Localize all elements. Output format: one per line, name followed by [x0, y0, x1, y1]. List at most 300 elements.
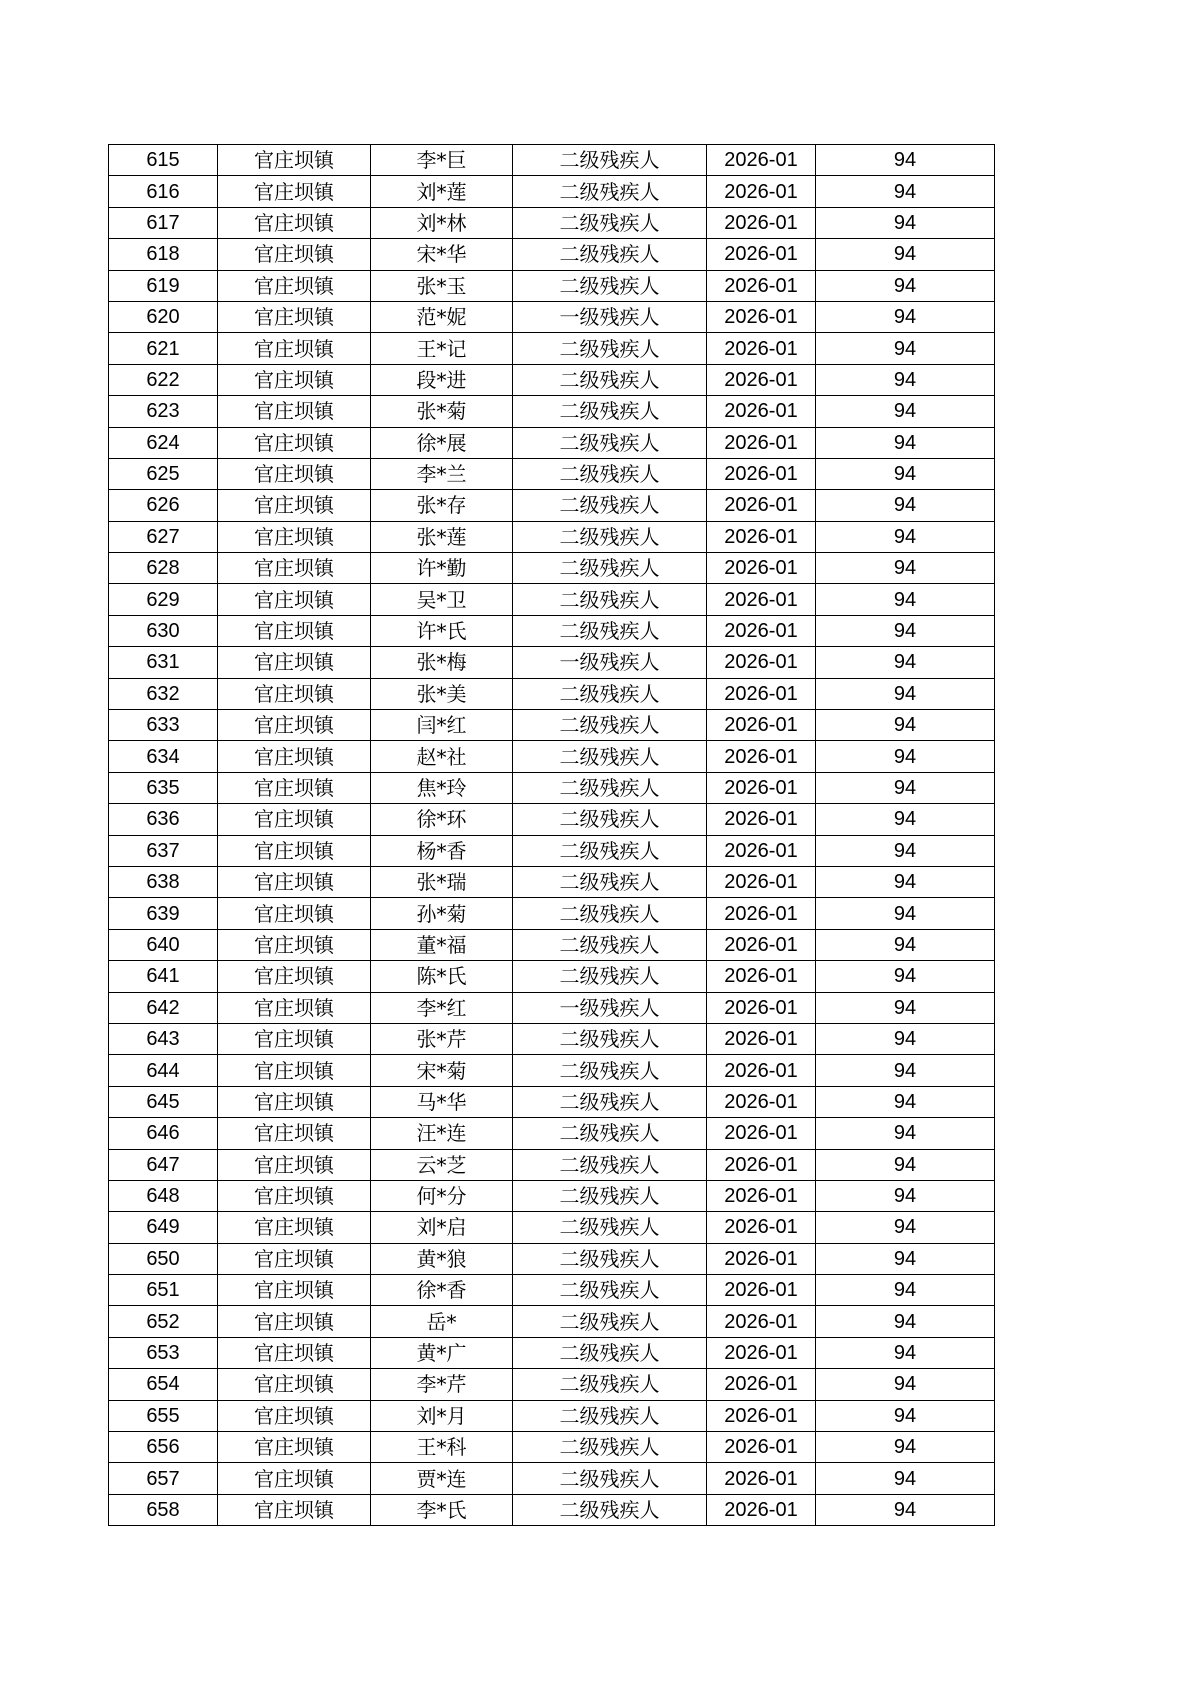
- town-cell: 官庄坝镇: [218, 647, 371, 678]
- table-row: [109, 678, 995, 709]
- disability-level-cell: 二级残疾人: [513, 1463, 707, 1494]
- town-cell: 官庄坝镇: [218, 898, 371, 929]
- town-cell: 官庄坝镇: [218, 1086, 371, 1117]
- town-cell: 官庄坝镇: [218, 396, 371, 427]
- table-row: [109, 772, 995, 803]
- town-cell: 官庄坝镇: [218, 553, 371, 584]
- name-cell: 徐*香: [371, 1275, 513, 1306]
- table-row: [109, 1337, 995, 1368]
- amount-cell: 94: [816, 772, 995, 803]
- row-number-cell: 629: [109, 584, 218, 615]
- amount-cell: 94: [816, 584, 995, 615]
- town-cell: 官庄坝镇: [218, 1055, 371, 1086]
- row-number-cell: 617: [109, 207, 218, 238]
- table-row: [109, 1180, 995, 1211]
- disability-level-cell: 二级残疾人: [513, 1432, 707, 1463]
- table-row: [109, 741, 995, 772]
- period-cell: 2026-01: [707, 270, 816, 301]
- town-cell: 官庄坝镇: [218, 929, 371, 960]
- amount-cell: 94: [816, 145, 995, 176]
- disability-level-cell: 二级残疾人: [513, 1494, 707, 1525]
- period-cell: 2026-01: [707, 458, 816, 489]
- table-row: [109, 866, 995, 897]
- period-cell: 2026-01: [707, 866, 816, 897]
- town-cell: 官庄坝镇: [218, 1243, 371, 1274]
- period-cell: 2026-01: [707, 710, 816, 741]
- town-cell: 官庄坝镇: [218, 176, 371, 207]
- amount-cell: 94: [816, 1118, 995, 1149]
- row-number-cell: 650: [109, 1243, 218, 1274]
- period-cell: 2026-01: [707, 364, 816, 395]
- row-number-cell: 644: [109, 1055, 218, 1086]
- name-cell: 李*巨: [371, 145, 513, 176]
- name-cell: 范*妮: [371, 301, 513, 332]
- row-number-cell: 622: [109, 364, 218, 395]
- table-row: [109, 270, 995, 301]
- name-cell: 何*分: [371, 1180, 513, 1211]
- town-cell: 官庄坝镇: [218, 584, 371, 615]
- town-cell: 官庄坝镇: [218, 207, 371, 238]
- town-cell: 官庄坝镇: [218, 333, 371, 364]
- disability-level-cell: 二级残疾人: [513, 1212, 707, 1243]
- disability-level-cell: 二级残疾人: [513, 176, 707, 207]
- row-number-cell: 658: [109, 1494, 218, 1525]
- amount-cell: 94: [816, 1494, 995, 1525]
- row-number-cell: 646: [109, 1118, 218, 1149]
- name-cell: 徐*展: [371, 427, 513, 458]
- town-cell: 官庄坝镇: [218, 710, 371, 741]
- amount-cell: 94: [816, 458, 995, 489]
- amount-cell: 94: [816, 553, 995, 584]
- period-cell: 2026-01: [707, 553, 816, 584]
- period-cell: 2026-01: [707, 678, 816, 709]
- amount-cell: 94: [816, 490, 995, 521]
- town-cell: 官庄坝镇: [218, 804, 371, 835]
- amount-cell: 94: [816, 396, 995, 427]
- table-row: [109, 1306, 995, 1337]
- name-cell: 刘*林: [371, 207, 513, 238]
- town-cell: 官庄坝镇: [218, 270, 371, 301]
- row-number-cell: 630: [109, 615, 218, 646]
- period-cell: 2026-01: [707, 929, 816, 960]
- amount-cell: 94: [816, 207, 995, 238]
- disability-level-cell: 一级残疾人: [513, 992, 707, 1023]
- disability-level-cell: 二级残疾人: [513, 1180, 707, 1211]
- row-number-cell: 649: [109, 1212, 218, 1243]
- period-cell: 2026-01: [707, 176, 816, 207]
- amount-cell: 94: [816, 1369, 995, 1400]
- table-row: [109, 1023, 995, 1054]
- town-cell: 官庄坝镇: [218, 1463, 371, 1494]
- amount-cell: 94: [816, 1212, 995, 1243]
- amount-cell: 94: [816, 1463, 995, 1494]
- amount-cell: 94: [816, 835, 995, 866]
- amount-cell: 94: [816, 364, 995, 395]
- row-number-cell: 638: [109, 866, 218, 897]
- amount-cell: 94: [816, 1400, 995, 1431]
- row-number-cell: 648: [109, 1180, 218, 1211]
- row-number-cell: 637: [109, 835, 218, 866]
- town-cell: 官庄坝镇: [218, 1306, 371, 1337]
- disability-level-cell: 二级残疾人: [513, 145, 707, 176]
- period-cell: 2026-01: [707, 1275, 816, 1306]
- disability-level-cell: 二级残疾人: [513, 866, 707, 897]
- period-cell: 2026-01: [707, 1369, 816, 1400]
- table-row: [109, 804, 995, 835]
- name-cell: 李*兰: [371, 458, 513, 489]
- table-row: [109, 1432, 995, 1463]
- name-cell: 张*菊: [371, 396, 513, 427]
- town-cell: 官庄坝镇: [218, 772, 371, 803]
- disability-level-cell: 一级残疾人: [513, 301, 707, 332]
- town-cell: 官庄坝镇: [218, 678, 371, 709]
- table-row: [109, 1212, 995, 1243]
- disability-level-cell: 二级残疾人: [513, 553, 707, 584]
- table-row: [109, 239, 995, 270]
- row-number-cell: 618: [109, 239, 218, 270]
- row-number-cell: 624: [109, 427, 218, 458]
- table-row: [109, 1118, 995, 1149]
- disability-level-cell: 二级残疾人: [513, 333, 707, 364]
- period-cell: 2026-01: [707, 1149, 816, 1180]
- table-row: [109, 1400, 995, 1431]
- town-cell: 官庄坝镇: [218, 239, 371, 270]
- table-row: [109, 929, 995, 960]
- amount-cell: 94: [816, 1337, 995, 1368]
- period-cell: 2026-01: [707, 521, 816, 552]
- name-cell: 张*美: [371, 678, 513, 709]
- disability-level-cell: 二级残疾人: [513, 584, 707, 615]
- period-cell: 2026-01: [707, 1180, 816, 1211]
- period-cell: 2026-01: [707, 1243, 816, 1274]
- row-number-cell: 625: [109, 458, 218, 489]
- name-cell: 贾*连: [371, 1463, 513, 1494]
- disability-level-cell: 二级残疾人: [513, 364, 707, 395]
- amount-cell: 94: [816, 898, 995, 929]
- town-cell: 官庄坝镇: [218, 1275, 371, 1306]
- amount-cell: 94: [816, 1086, 995, 1117]
- amount-cell: 94: [816, 176, 995, 207]
- period-cell: 2026-01: [707, 1306, 816, 1337]
- town-cell: 官庄坝镇: [218, 1180, 371, 1211]
- disability-level-cell: 二级残疾人: [513, 239, 707, 270]
- town-cell: 官庄坝镇: [218, 1023, 371, 1054]
- disability-level-cell: 二级残疾人: [513, 615, 707, 646]
- row-number-cell: 632: [109, 678, 218, 709]
- period-cell: 2026-01: [707, 1400, 816, 1431]
- table-row: [109, 615, 995, 646]
- row-number-cell: 647: [109, 1149, 218, 1180]
- period-cell: 2026-01: [707, 898, 816, 929]
- period-cell: 2026-01: [707, 207, 816, 238]
- amount-cell: 94: [816, 1306, 995, 1337]
- disability-level-cell: 二级残疾人: [513, 929, 707, 960]
- name-cell: 岳*: [371, 1306, 513, 1337]
- table-row: [109, 458, 995, 489]
- amount-cell: 94: [816, 301, 995, 332]
- disability-level-cell: 二级残疾人: [513, 678, 707, 709]
- period-cell: 2026-01: [707, 804, 816, 835]
- amount-cell: 94: [816, 866, 995, 897]
- table-row: [109, 961, 995, 992]
- amount-cell: 94: [816, 929, 995, 960]
- disability-level-cell: 二级残疾人: [513, 427, 707, 458]
- name-cell: 宋*华: [371, 239, 513, 270]
- town-cell: 官庄坝镇: [218, 1118, 371, 1149]
- town-cell: 官庄坝镇: [218, 490, 371, 521]
- period-cell: 2026-01: [707, 396, 816, 427]
- row-number-cell: 634: [109, 741, 218, 772]
- name-cell: 吴*卫: [371, 584, 513, 615]
- row-number-cell: 620: [109, 301, 218, 332]
- period-cell: 2026-01: [707, 301, 816, 332]
- table-row: [109, 710, 995, 741]
- amount-cell: 94: [816, 615, 995, 646]
- row-number-cell: 631: [109, 647, 218, 678]
- row-number-cell: 654: [109, 1369, 218, 1400]
- disability-level-cell: 二级残疾人: [513, 270, 707, 301]
- amount-cell: 94: [816, 992, 995, 1023]
- town-cell: 官庄坝镇: [218, 961, 371, 992]
- name-cell: 王*记: [371, 333, 513, 364]
- row-number-cell: 636: [109, 804, 218, 835]
- town-cell: 官庄坝镇: [218, 1494, 371, 1525]
- table-row: [109, 584, 995, 615]
- town-cell: 官庄坝镇: [218, 1400, 371, 1431]
- name-cell: 刘*莲: [371, 176, 513, 207]
- row-number-cell: 656: [109, 1432, 218, 1463]
- town-cell: 官庄坝镇: [218, 1369, 371, 1400]
- table-row: [109, 647, 995, 678]
- disability-level-cell: 二级残疾人: [513, 396, 707, 427]
- row-number-cell: 616: [109, 176, 218, 207]
- period-cell: 2026-01: [707, 615, 816, 646]
- period-cell: 2026-01: [707, 1118, 816, 1149]
- table-row: [109, 1149, 995, 1180]
- name-cell: 赵*社: [371, 741, 513, 772]
- disability-level-cell: 二级残疾人: [513, 490, 707, 521]
- town-cell: 官庄坝镇: [218, 741, 371, 772]
- disability-level-cell: 一级残疾人: [513, 647, 707, 678]
- row-number-cell: 615: [109, 145, 218, 176]
- disability-level-cell: 二级残疾人: [513, 1055, 707, 1086]
- period-cell: 2026-01: [707, 1055, 816, 1086]
- row-number-cell: 641: [109, 961, 218, 992]
- table-row: [109, 396, 995, 427]
- table-row: [109, 333, 995, 364]
- period-cell: 2026-01: [707, 961, 816, 992]
- name-cell: 陈*氏: [371, 961, 513, 992]
- town-cell: 官庄坝镇: [218, 427, 371, 458]
- amount-cell: 94: [816, 1275, 995, 1306]
- name-cell: 云*芝: [371, 1149, 513, 1180]
- amount-cell: 94: [816, 427, 995, 458]
- name-cell: 焦*玲: [371, 772, 513, 803]
- row-number-cell: 626: [109, 490, 218, 521]
- disability-level-cell: 二级残疾人: [513, 804, 707, 835]
- period-cell: 2026-01: [707, 427, 816, 458]
- amount-cell: 94: [816, 1243, 995, 1274]
- amount-cell: 94: [816, 270, 995, 301]
- row-number-cell: 623: [109, 396, 218, 427]
- name-cell: 黄*狼: [371, 1243, 513, 1274]
- table-row: [109, 1463, 995, 1494]
- town-cell: 官庄坝镇: [218, 866, 371, 897]
- table-row: [109, 835, 995, 866]
- amount-cell: 94: [816, 1149, 995, 1180]
- table-row: [109, 1243, 995, 1274]
- town-cell: 官庄坝镇: [218, 1149, 371, 1180]
- period-cell: 2026-01: [707, 835, 816, 866]
- amount-cell: 94: [816, 741, 995, 772]
- row-number-cell: 657: [109, 1463, 218, 1494]
- name-cell: 徐*环: [371, 804, 513, 835]
- town-cell: 官庄坝镇: [218, 301, 371, 332]
- amount-cell: 94: [816, 804, 995, 835]
- period-cell: 2026-01: [707, 992, 816, 1023]
- row-number-cell: 642: [109, 992, 218, 1023]
- period-cell: 2026-01: [707, 1086, 816, 1117]
- town-cell: 官庄坝镇: [218, 992, 371, 1023]
- disability-level-cell: 二级残疾人: [513, 1243, 707, 1274]
- disability-level-cell: 二级残疾人: [513, 1118, 707, 1149]
- period-cell: 2026-01: [707, 647, 816, 678]
- name-cell: 许*氏: [371, 615, 513, 646]
- table-row: [109, 1055, 995, 1086]
- row-number-cell: 628: [109, 553, 218, 584]
- disability-level-cell: 二级残疾人: [513, 1400, 707, 1431]
- table-row: [109, 1369, 995, 1400]
- name-cell: 张*梅: [371, 647, 513, 678]
- name-cell: 刘*启: [371, 1212, 513, 1243]
- amount-cell: 94: [816, 1432, 995, 1463]
- period-cell: 2026-01: [707, 772, 816, 803]
- disability-level-cell: 二级残疾人: [513, 458, 707, 489]
- row-number-cell: 627: [109, 521, 218, 552]
- row-number-cell: 643: [109, 1023, 218, 1054]
- table-row: [109, 992, 995, 1023]
- disability-level-cell: 二级残疾人: [513, 741, 707, 772]
- name-cell: 许*勤: [371, 553, 513, 584]
- town-cell: 官庄坝镇: [218, 364, 371, 395]
- town-cell: 官庄坝镇: [218, 835, 371, 866]
- period-cell: 2026-01: [707, 1023, 816, 1054]
- period-cell: 2026-01: [707, 239, 816, 270]
- town-cell: 官庄坝镇: [218, 458, 371, 489]
- period-cell: 2026-01: [707, 741, 816, 772]
- name-cell: 孙*菊: [371, 898, 513, 929]
- row-number-cell: 645: [109, 1086, 218, 1117]
- amount-cell: 94: [816, 521, 995, 552]
- table-row: [109, 490, 995, 521]
- disability-level-cell: 二级残疾人: [513, 1369, 707, 1400]
- amount-cell: 94: [816, 1055, 995, 1086]
- period-cell: 2026-01: [707, 333, 816, 364]
- row-number-cell: 655: [109, 1400, 218, 1431]
- disability-level-cell: 二级残疾人: [513, 772, 707, 803]
- table-row: [109, 1494, 995, 1525]
- amount-cell: 94: [816, 333, 995, 364]
- row-number-cell: 653: [109, 1337, 218, 1368]
- name-cell: 李*芹: [371, 1369, 513, 1400]
- row-number-cell: 621: [109, 333, 218, 364]
- disability-level-cell: 二级残疾人: [513, 835, 707, 866]
- town-cell: 官庄坝镇: [218, 1432, 371, 1463]
- table-row: [109, 207, 995, 238]
- row-number-cell: 619: [109, 270, 218, 301]
- name-cell: 李*红: [371, 992, 513, 1023]
- amount-cell: 94: [816, 710, 995, 741]
- town-cell: 官庄坝镇: [218, 1337, 371, 1368]
- amount-cell: 94: [816, 647, 995, 678]
- disability-level-cell: 二级残疾人: [513, 1275, 707, 1306]
- table-row: [109, 553, 995, 584]
- town-cell: 官庄坝镇: [218, 1212, 371, 1243]
- disability-level-cell: 二级残疾人: [513, 710, 707, 741]
- table-row: [109, 1275, 995, 1306]
- table-row: [109, 427, 995, 458]
- disability-level-cell: 二级残疾人: [513, 207, 707, 238]
- row-number-cell: 652: [109, 1306, 218, 1337]
- disability-level-cell: 二级残疾人: [513, 1086, 707, 1117]
- row-number-cell: 651: [109, 1275, 218, 1306]
- disability-level-cell: 二级残疾人: [513, 521, 707, 552]
- row-number-cell: 639: [109, 898, 218, 929]
- disability-level-cell: 二级残疾人: [513, 961, 707, 992]
- period-cell: 2026-01: [707, 1494, 816, 1525]
- amount-cell: 94: [816, 239, 995, 270]
- name-cell: 董*福: [371, 929, 513, 960]
- name-cell: 宋*菊: [371, 1055, 513, 1086]
- period-cell: 2026-01: [707, 1432, 816, 1463]
- amount-cell: 94: [816, 678, 995, 709]
- amount-cell: 94: [816, 1023, 995, 1054]
- disability-level-cell: 二级残疾人: [513, 898, 707, 929]
- table-row: [109, 521, 995, 552]
- period-cell: 2026-01: [707, 145, 816, 176]
- name-cell: 闫*红: [371, 710, 513, 741]
- disability-level-cell: 二级残疾人: [513, 1023, 707, 1054]
- town-cell: 官庄坝镇: [218, 521, 371, 552]
- table-row: [109, 145, 995, 176]
- name-cell: 张*莲: [371, 521, 513, 552]
- name-cell: 马*华: [371, 1086, 513, 1117]
- beneficiary-table: [108, 144, 995, 1526]
- period-cell: 2026-01: [707, 1212, 816, 1243]
- name-cell: 王*科: [371, 1432, 513, 1463]
- row-number-cell: 635: [109, 772, 218, 803]
- disability-level-cell: 二级残疾人: [513, 1149, 707, 1180]
- name-cell: 李*氏: [371, 1494, 513, 1525]
- table-row: [109, 898, 995, 929]
- disability-level-cell: 二级残疾人: [513, 1306, 707, 1337]
- period-cell: 2026-01: [707, 490, 816, 521]
- table-row: [109, 301, 995, 332]
- name-cell: 张*芹: [371, 1023, 513, 1054]
- town-cell: 官庄坝镇: [218, 615, 371, 646]
- table-body: [109, 145, 995, 1526]
- period-cell: 2026-01: [707, 584, 816, 615]
- period-cell: 2026-01: [707, 1463, 816, 1494]
- town-cell: 官庄坝镇: [218, 145, 371, 176]
- row-number-cell: 640: [109, 929, 218, 960]
- name-cell: 张*玉: [371, 270, 513, 301]
- name-cell: 刘*月: [371, 1400, 513, 1431]
- table-row: [109, 176, 995, 207]
- name-cell: 杨*香: [371, 835, 513, 866]
- disability-level-cell: 二级残疾人: [513, 1337, 707, 1368]
- name-cell: 张*存: [371, 490, 513, 521]
